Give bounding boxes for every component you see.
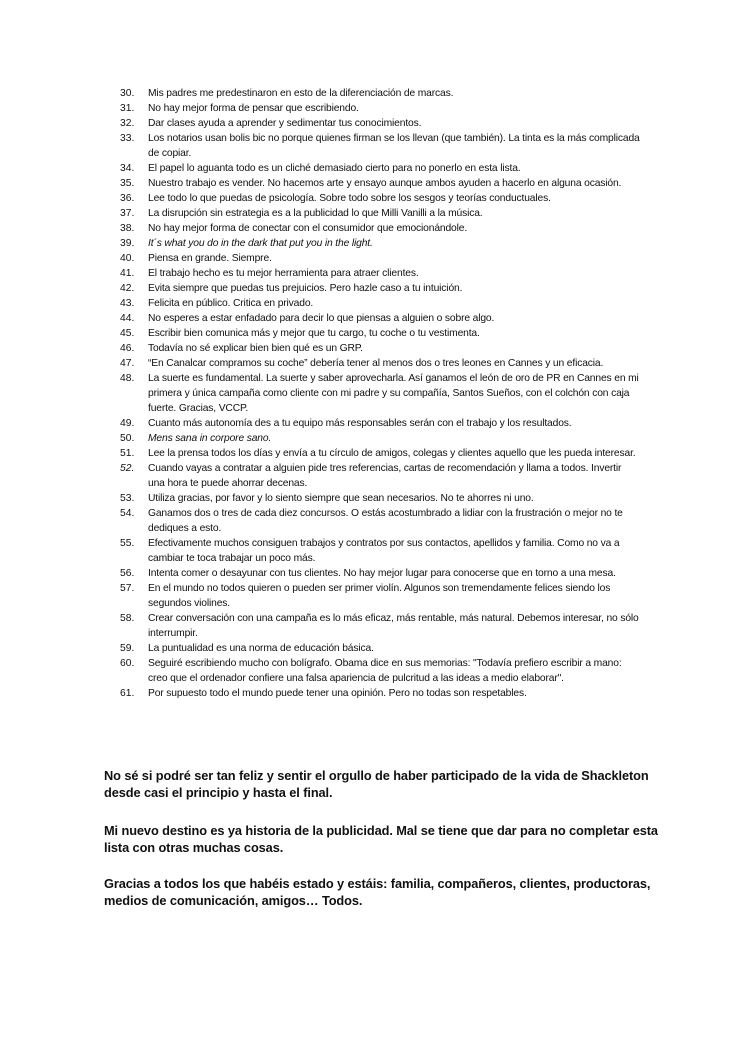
list-item — [120, 281, 640, 296]
list-item-text: Utiliza gracias, por favor y lo siento siempre que sean necesarios. No te ahorres ni uno. — [148, 493, 534, 504]
list-item-text: Lee la prensa todos los días y envía a tu círculo de amigos, colegas y clientes aquello que les pueda interesar. — [148, 448, 636, 459]
numbered-list — [120, 86, 640, 701]
list-item-text: Los notarios usan bolis bic no porque quienes firman se los llevan (que también). La tinta es la más complicada de copiar. — [148, 133, 640, 159]
list-item-text: Por supuesto todo el mundo puede tener una opinión. Pero no todas son respetables. — [148, 688, 527, 699]
list-item — [120, 686, 640, 701]
list-item — [120, 581, 640, 611]
list-item-number: 44. — [120, 313, 135, 324]
list-item — [120, 221, 640, 236]
list-item-number: 61. — [120, 688, 135, 699]
list-item — [120, 356, 640, 371]
list-item-number: 30. — [120, 88, 135, 99]
closing-paragraph-1: No sé si podré ser tan feliz y sentir el orgullo de haber participado de la vida de Shackleton desde casi el principio y hasta el final. — [104, 768, 649, 800]
list-item — [120, 161, 640, 176]
list-item-number: 49. — [120, 418, 135, 429]
list-item — [120, 131, 640, 161]
list-item — [120, 266, 640, 281]
list-item — [120, 341, 640, 356]
list-item — [120, 176, 640, 191]
list-item-number: 55. — [120, 538, 135, 549]
list-item-number: 45. — [120, 328, 135, 339]
list-item-text: Evita siempre que puedas tus prejuicios. Pero hazle caso a tu intuición. — [148, 283, 463, 294]
list-item-number: 52. — [120, 463, 135, 474]
list-item — [120, 506, 640, 536]
list-item-text: Efectivamente muchos consiguen trabajos y contratos por sus contactos, apellidos y familia. Como no va a cambiar te toca trabajar un poco más. — [148, 538, 620, 564]
list-item-number: 34. — [120, 163, 135, 174]
list-item-text: Piensa en grande. Siempre. — [148, 253, 272, 264]
list-item — [120, 101, 640, 116]
list-item-number: 38. — [120, 223, 135, 234]
list-item-text: Cuanto más autonomía des a tu equipo más responsables serán con el trabajo y los resultados. — [148, 418, 572, 429]
list-item — [120, 641, 640, 656]
list-item-text: Lee todo lo que puedas de psicología. Sobre todo sobre los sesgos y teorías conductuales. — [148, 193, 551, 204]
list-item-number: 47. — [120, 358, 135, 369]
list-item — [120, 371, 640, 416]
list-item — [120, 296, 640, 311]
list-item-number: 36. — [120, 193, 135, 204]
list-item — [120, 86, 640, 101]
list-item-number: 32. — [120, 118, 135, 129]
list-item — [120, 251, 640, 266]
list-item-text: Todavía no sé explicar bien bien qué es un GRP. — [148, 343, 363, 354]
list-item-number: 59. — [120, 643, 135, 654]
list-item-number: 60. — [120, 658, 135, 669]
list-item-text: Ganamos dos o tres de cada diez concursos. O estás acostumbrado a lidiar con la frustración o mejor no te dediques a esto. — [148, 508, 623, 534]
list-item-text: It´s what you do in the dark that put you in the light. — [148, 238, 373, 249]
list-item — [120, 191, 640, 206]
list-item-number: 48. — [120, 373, 135, 384]
list-item-text: Escribir bien comunica más y mejor que tu cargo, tu coche o tu vestimenta. — [148, 328, 480, 339]
list-item-text: No hay mejor forma de pensar que escribiendo. — [148, 103, 359, 114]
list-item-text: La suerte es fundamental. La suerte y saber aprovecharla. Así ganamos el león de oro de PR en Cannes en mi primera y única campaña como cliente con mi padre y su compañía, Santos Sueños, con el colchón con caja fuerte. Gracias, VCCP. — [148, 373, 639, 414]
list-item-text: No hay mejor forma de conectar con el consumidor que emocionándole. — [148, 223, 468, 234]
list-item-text: No esperes a estar enfadado para decir lo que piensas a alguien o sobre algo. — [148, 313, 495, 324]
list-item-number: 33. — [120, 133, 135, 144]
list-item-number: 31. — [120, 103, 135, 114]
list-item-text: Mens sana in corpore sano. — [148, 433, 272, 444]
list-item — [120, 446, 640, 461]
list-item-text: Seguiré escribiendo mucho con bolígrafo. Obama dice en sus memorias: "Todavía prefiero escribir a mano: creo que el ordenador confiere una falsa apariencia de pulcritud a las ideas a medio elaborar". — [148, 658, 622, 684]
closing-paragraph-2: Mi nuevo destino es ya historia de la publicidad. Mal se tiene que dar para no completar esta lista con otras muchas cosas. — [104, 823, 658, 855]
list-item-text: En el mundo no todos quieren o pueden ser primer violín. Algunos son tremendamente felices siendo los segundos violines. — [148, 583, 611, 609]
list-item-text: La disrupción sin estrategia es a la publicidad lo que Milli Vanilli a la música. — [148, 208, 483, 219]
list-item-text: Nuestro trabajo es vender. No hacemos arte y ensayo aunque ambos ayuden a hacerlo en alguna ocasión. — [148, 178, 622, 189]
list-item-number: 53. — [120, 493, 135, 504]
list-item-text: Cuando vayas a contratar a alguien pide tres referencias, cartas de recomendación y llama a todos. Invertir una hora te puede ahorrar decenas. — [148, 463, 622, 489]
list-item — [120, 431, 640, 446]
list-item-number: 40. — [120, 253, 135, 264]
list-item-number: 56. — [120, 568, 135, 579]
list-item — [120, 326, 640, 341]
list-item-text: Crear conversación con una campaña es lo más eficaz, más rentable, más natural. Debemos interesar, no sólo interrumpir. — [148, 613, 639, 639]
list-item-text: El papel lo aguanta todo es un cliché demasiado cierto para no ponerlo en esta lista. — [148, 163, 521, 174]
list-item — [120, 311, 640, 326]
list-item-text: La puntualidad es una norma de educación básica. — [148, 643, 374, 654]
list-item-number: 35. — [120, 178, 135, 189]
closing-paragraph-3: Gracias a todos los que habéis estado y estáis: familia, compañeros, clientes, productoras, medios de comunicación, amigos… Todos. — [104, 876, 651, 908]
list-item-number: 42. — [120, 283, 135, 294]
list-item — [120, 656, 640, 686]
list-item — [120, 206, 640, 221]
list-item — [120, 536, 640, 566]
list-item-text: “En Canalcar compramos su coche” debería tener al menos dos o tres leones en Cannes y un eficacia. — [148, 358, 604, 369]
list-item-text: Felicita en público. Critica en privado. — [148, 298, 314, 309]
list-item — [120, 116, 640, 131]
list-item-number: 57. — [120, 583, 135, 594]
list-item-number: 58. — [120, 613, 135, 624]
list-item-text: Dar clases ayuda a aprender y sedimentar tus conocimientos. — [148, 118, 422, 129]
list-item-number: 37. — [120, 208, 135, 219]
list-item-number: 54. — [120, 508, 135, 519]
list-item-text: Mis padres me predestinaron en esto de la diferenciación de marcas. — [148, 88, 454, 99]
list-item-text: Intenta comer o desayunar con tus clientes. No hay mejor lugar para conocerse que en torno a una mesa. — [148, 568, 616, 579]
list-item — [120, 491, 640, 506]
list-item-number: 43. — [120, 298, 135, 309]
list-item-number: 41. — [120, 268, 135, 279]
list-item — [120, 566, 640, 581]
list-item — [120, 611, 640, 641]
list-item-number: 39. — [120, 238, 135, 249]
list-item-text: El trabajo hecho es tu mejor herramienta para atraer clientes. — [148, 268, 419, 279]
list-item-number: 51. — [120, 448, 135, 459]
list-item — [120, 461, 640, 491]
list-item-number: 50. — [120, 433, 135, 444]
list-item — [120, 236, 640, 251]
list-item-number: 46. — [120, 343, 135, 354]
list-item — [120, 416, 640, 431]
